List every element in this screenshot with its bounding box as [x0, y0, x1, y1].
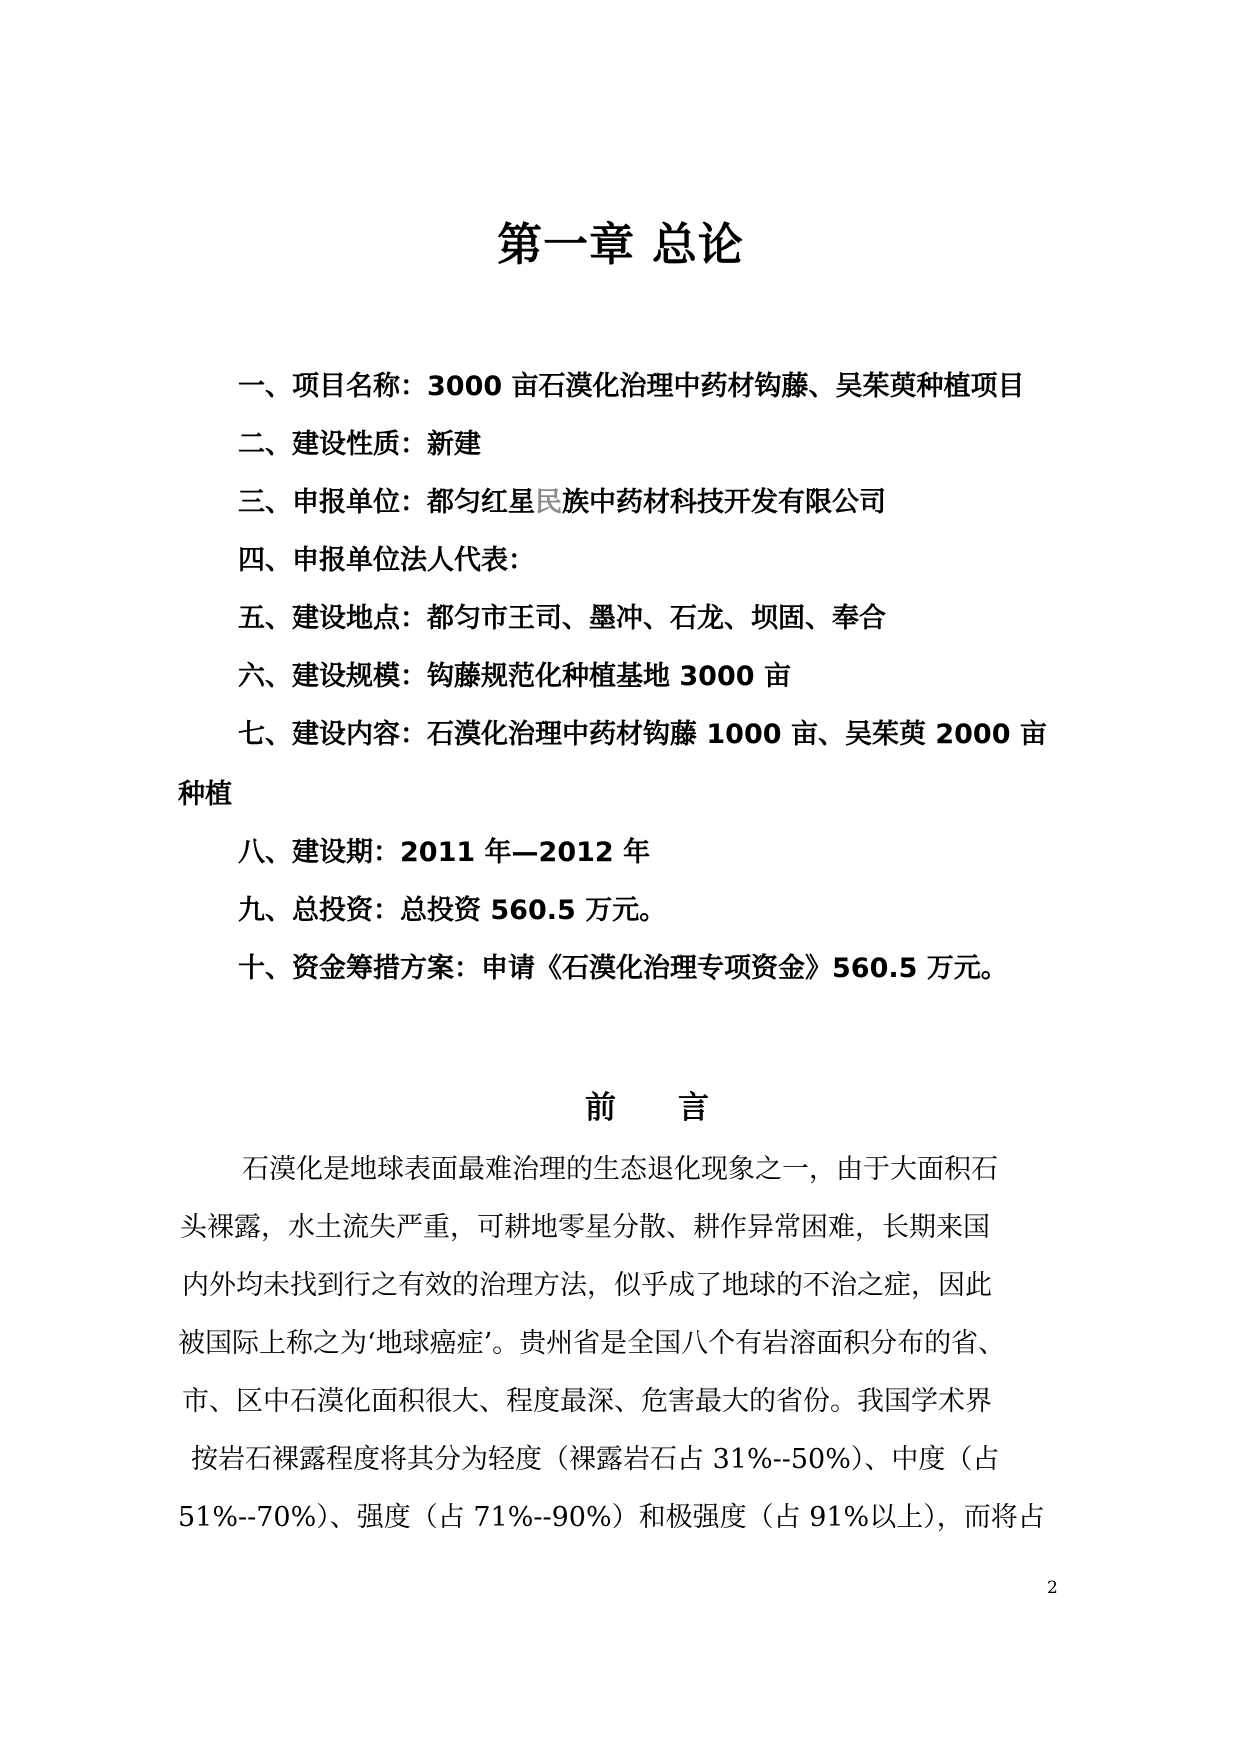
preface-line: 市、区中石漠化面积很大、程度最深、危害最大的省份。我国学术界 — [182, 1386, 992, 1417]
item-total-investment: 九、总投资：总投资 560.5 万元。 — [238, 895, 667, 926]
preface-line: 51%--70%）、强度（占 71%--90%）和极强度（占 91%以上），而将占 — [178, 1502, 1045, 1533]
preface-line: 头裸露，水土流失严重，可耕地零星分散、耕作异常困难，长期来国 — [180, 1212, 990, 1243]
item-legal-representative: 四、申报单位法人代表： — [238, 545, 535, 576]
item-construction-content-continued: 种植 — [178, 779, 232, 810]
applicant-unit-text-b: 族中药材科技开发有限公司 — [562, 487, 886, 518]
item-applicant-unit — [238, 485, 886, 521]
preface-line: 石漠化是地球表面最难治理的生态退化现象之一，由于大面积石 — [242, 1154, 998, 1185]
preface-line: 内外均未找到行之有效的治理方法，似乎成了地球的不治之症，因此 — [182, 1270, 992, 1301]
preface-line: 被国际上称之为‘地球癌症’。贵州省是全国八个有岩溶面积分布的省、 — [178, 1328, 1006, 1359]
item-construction-scale: 六、建设规模：钩藤规范化种植基地 3000 亩 — [238, 661, 791, 692]
item-construction-site: 五、建设地点：都匀市王司、墨冲、石龙、坝固、奉合 — [238, 603, 886, 634]
chapter-title: 第一章 总论 — [497, 218, 744, 271]
item-construction-period: 八、建设期：2011 年—2012 年 — [238, 837, 651, 868]
preface-line: 按岩石裸露程度将其分为轻度（裸露岩石占 31%--50%）、中度（占 — [191, 1444, 1000, 1475]
section-title-preface: 前言 — [585, 1090, 771, 1126]
item-project-name: 一、项目名称：3000 亩石漠化治理中药材钩藤、吴茱萸种植项目 — [238, 371, 1025, 402]
applicant-unit-faded-char: 民 — [535, 487, 562, 518]
page-number: 2 — [1047, 1578, 1058, 1598]
applicant-unit-text-a: 三、申报单位：都匀红星 — [238, 487, 535, 518]
item-funding-plan: 十、资金筹措方案：申请《石漠化治理专项资金》560.5 万元。 — [238, 953, 1008, 984]
item-construction-nature: 二、建设性质：新建 — [238, 429, 481, 460]
item-construction-content: 七、建设内容：石漠化治理中药材钩藤 1000 亩、吴茱萸 2000 亩 — [238, 719, 1047, 750]
